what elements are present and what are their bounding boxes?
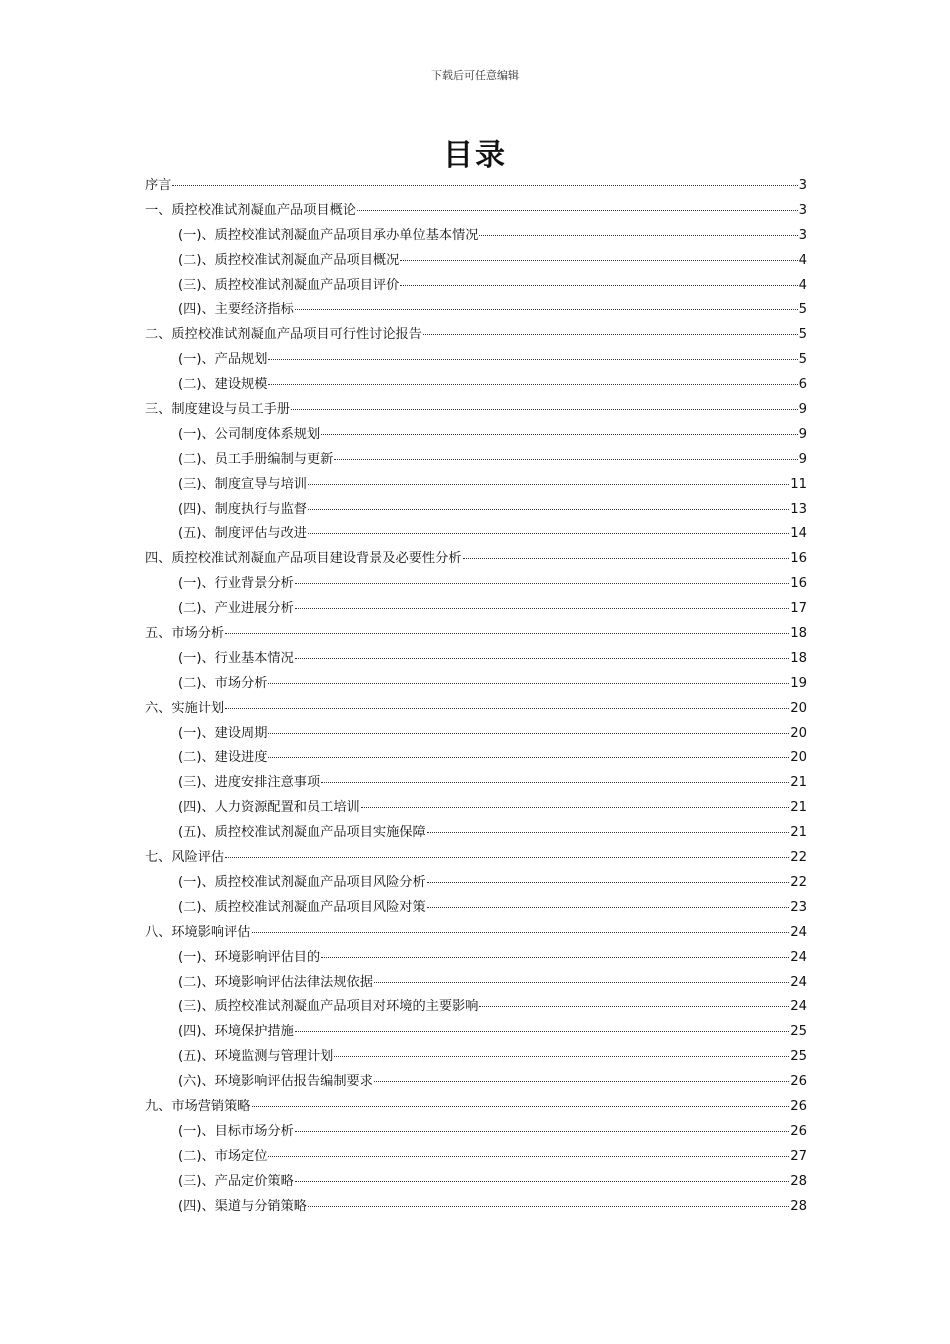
toc-entry-label: (三)、质控校准试剂凝血产品项目对环境的主要影响 — [178, 999, 479, 1015]
toc-entry[interactable] — [145, 522, 807, 547]
toc-entry-label: (二)、质控校准试剂凝血产品项目风险对策 — [178, 899, 426, 915]
toc-entry-page-number: 23 — [790, 899, 807, 915]
toc-entry[interactable] — [145, 1170, 807, 1195]
toc-entry-page-number: 24 — [790, 974, 807, 990]
toc-entry[interactable] — [145, 1020, 807, 1045]
toc-entry-page-number: 22 — [790, 874, 807, 890]
toc-entry-label: (一)、质控校准试剂凝血产品项目承办单位基本情况 — [178, 227, 479, 243]
dot-leader — [268, 756, 789, 758]
table-of-contents — [145, 174, 807, 1219]
toc-entry[interactable] — [145, 473, 807, 498]
toc-entry-page-number: 25 — [790, 1049, 807, 1065]
dot-leader — [308, 1205, 789, 1207]
toc-entry[interactable] — [145, 896, 807, 921]
toc-entry[interactable] — [145, 298, 807, 323]
toc-entry-label: (二)、员工手册编制与更新 — [178, 451, 334, 467]
toc-entry-page-number: 28 — [790, 1198, 807, 1214]
toc-entry[interactable] — [145, 622, 807, 647]
toc-entry-page-number: 25 — [790, 1024, 807, 1040]
toc-entry-label: (三)、质控校准试剂凝血产品项目评价 — [178, 277, 400, 293]
dot-leader — [295, 607, 789, 609]
dot-leader — [268, 732, 789, 734]
dot-leader — [172, 184, 797, 186]
toc-entry[interactable] — [145, 373, 807, 398]
dot-leader — [423, 333, 798, 335]
dot-leader — [321, 956, 789, 958]
toc-entry-label: (五)、质控校准试剂凝血产品项目实施保障 — [178, 825, 426, 841]
toc-entry-page-number: 13 — [790, 501, 807, 517]
toc-entry-label: 七、风险评估 — [145, 850, 225, 866]
dot-leader — [463, 557, 790, 559]
toc-entry[interactable] — [145, 821, 807, 846]
toc-entry-page-number: 16 — [790, 551, 807, 567]
toc-entry[interactable] — [145, 1145, 807, 1170]
toc-entry-page-number: 21 — [790, 775, 807, 791]
toc-entry-page-number: 11 — [790, 476, 807, 492]
dot-leader — [291, 408, 798, 410]
toc-entry-label: 九、市场营销策略 — [145, 1098, 251, 1114]
toc-entry-page-number: 5 — [798, 327, 807, 343]
dot-leader — [308, 532, 789, 534]
toc-entry-label: (二)、环境影响评估法律法规依据 — [178, 974, 373, 990]
dot-leader — [374, 1080, 789, 1082]
toc-title: 目录 — [443, 138, 507, 173]
toc-entry-label: (四)、制度执行与监督 — [178, 501, 307, 517]
dot-leader — [295, 582, 789, 584]
toc-entry[interactable] — [145, 199, 807, 224]
toc-entry[interactable] — [145, 249, 807, 274]
toc-entry-label: (三)、制度宣导与培训 — [178, 476, 307, 492]
toc-entry-label: (四)、环境保护措施 — [178, 1024, 294, 1040]
toc-entry-label: (一)、目标市场分析 — [178, 1123, 294, 1139]
dot-leader — [268, 1155, 789, 1157]
toc-entry-page-number: 24 — [790, 999, 807, 1015]
dot-leader — [268, 682, 789, 684]
toc-entry-page-number: 17 — [790, 601, 807, 617]
dot-leader — [321, 781, 789, 783]
toc-entry-page-number: 18 — [790, 650, 807, 666]
toc-entry[interactable] — [145, 647, 807, 672]
toc-entry[interactable] — [145, 846, 807, 871]
dot-leader — [225, 856, 789, 858]
dot-leader — [268, 358, 797, 360]
toc-entry[interactable] — [145, 921, 807, 946]
toc-entry-page-number: 22 — [790, 850, 807, 866]
toc-entry-label: 一、质控校准试剂凝血产品项目概论 — [145, 202, 356, 218]
dot-leader — [427, 881, 790, 883]
dot-leader — [295, 308, 798, 310]
toc-entry-page-number: 28 — [790, 1173, 807, 1189]
dot-leader — [479, 234, 797, 236]
toc-entry[interactable] — [145, 971, 807, 996]
toc-entry-page-number: 26 — [790, 1098, 807, 1114]
toc-entry-page-number: 4 — [798, 277, 807, 293]
toc-entry-page-number: 3 — [798, 178, 807, 193]
toc-entry-label: (四)、主要经济指标 — [178, 302, 294, 318]
toc-entry[interactable] — [145, 348, 807, 373]
toc-entry-label: 八、环境影响评估 — [145, 924, 251, 940]
toc-entry[interactable] — [145, 274, 807, 299]
toc-entry-page-number: 27 — [790, 1148, 807, 1164]
toc-entry[interactable] — [145, 1070, 807, 1095]
dot-leader — [295, 1030, 789, 1032]
toc-entry-label: (一)、建设周期 — [178, 725, 268, 741]
toc-entry-label: (一)、行业基本情况 — [178, 650, 294, 666]
toc-entry-label: (一)、产品规划 — [178, 352, 268, 368]
dot-leader — [427, 831, 790, 833]
toc-entry-page-number: 9 — [798, 402, 807, 418]
dot-leader — [252, 931, 790, 933]
toc-entry-label: (二)、建设规模 — [178, 377, 268, 393]
toc-entry-page-number: 4 — [798, 252, 807, 268]
toc-entry-label: (二)、质控校准试剂凝血产品项目概况 — [178, 252, 400, 268]
dot-leader — [321, 433, 797, 435]
toc-entry-page-number: 18 — [790, 626, 807, 642]
toc-entry-label: (二)、市场定位 — [178, 1148, 268, 1164]
toc-entry-page-number: 19 — [790, 675, 807, 691]
toc-entry-page-number: 16 — [790, 576, 807, 592]
toc-entry-page-number: 20 — [790, 750, 807, 766]
toc-entry-label: (四)、渠道与分销策略 — [178, 1198, 307, 1214]
toc-entry-page-number: 5 — [798, 352, 807, 368]
toc-entry-label: (三)、进度安排注意事项 — [178, 775, 321, 791]
dot-leader — [374, 981, 789, 983]
toc-entry-label: 三、制度建设与员工手册 — [145, 402, 291, 418]
toc-entry-label: (六)、环境影响评估报告编制要求 — [178, 1074, 373, 1090]
toc-entry-label: 序言 — [145, 178, 172, 193]
dot-leader — [225, 632, 789, 634]
toc-entry-label: (一)、公司制度体系规划 — [178, 426, 321, 442]
toc-entry-label: (一)、质控校准试剂凝血产品项目风险分析 — [178, 874, 426, 890]
toc-entry-label: 四、质控校准试剂凝血产品项目建设背景及必要性分析 — [145, 551, 462, 567]
toc-entry-label: (二)、建设进度 — [178, 750, 268, 766]
toc-entry-label: (一)、环境影响评估目的 — [178, 949, 321, 965]
header-note: 下载后可任意编辑 — [431, 69, 519, 82]
dot-leader — [268, 383, 797, 385]
toc-entry-page-number: 9 — [798, 451, 807, 467]
toc-entry-page-number: 3 — [798, 202, 807, 218]
toc-entry-page-number: 26 — [790, 1074, 807, 1090]
toc-entry-label: (四)、人力资源配置和员工培训 — [178, 800, 360, 816]
dot-leader — [295, 1180, 789, 1182]
dot-leader — [295, 1130, 789, 1132]
toc-entry-page-number: 20 — [790, 700, 807, 716]
toc-entry-page-number: 6 — [798, 377, 807, 393]
toc-entry[interactable] — [145, 498, 807, 523]
toc-entry[interactable] — [145, 697, 807, 722]
toc-entry-label: 二、质控校准试剂凝血产品项目可行性讨论报告 — [145, 327, 422, 343]
toc-entry-page-number: 21 — [790, 800, 807, 816]
toc-entry[interactable] — [145, 746, 807, 771]
toc-entry[interactable] — [145, 672, 807, 697]
dot-leader — [225, 707, 789, 709]
toc-entry-label: (三)、产品定价策略 — [178, 1173, 294, 1189]
toc-entry[interactable] — [145, 1095, 807, 1120]
toc-entry[interactable] — [145, 597, 807, 622]
toc-entry[interactable] — [145, 224, 807, 249]
dot-leader — [308, 508, 789, 510]
dot-leader — [334, 1055, 789, 1057]
toc-entry-page-number: 5 — [798, 302, 807, 318]
toc-entry[interactable] — [145, 995, 807, 1020]
toc-entry[interactable] — [145, 323, 807, 348]
dot-leader — [308, 483, 789, 485]
toc-entry-page-number: 20 — [790, 725, 807, 741]
dot-leader — [361, 806, 789, 808]
toc-entry-page-number: 14 — [790, 526, 807, 542]
toc-entry[interactable] — [145, 1195, 807, 1220]
toc-entry-page-number: 9 — [798, 426, 807, 442]
toc-entry-label: 五、市场分析 — [145, 626, 225, 642]
dot-leader — [334, 458, 797, 460]
dot-leader — [357, 209, 798, 211]
toc-entry[interactable] — [145, 572, 807, 597]
toc-entry-label: (二)、市场分析 — [178, 675, 268, 691]
toc-entry-label: (五)、环境监测与管理计划 — [178, 1049, 334, 1065]
dot-leader — [400, 284, 797, 286]
toc-entry-page-number: 26 — [790, 1123, 807, 1139]
dot-leader — [427, 906, 790, 908]
toc-entry[interactable] — [145, 722, 807, 747]
toc-entry[interactable] — [145, 398, 807, 423]
toc-entry[interactable] — [145, 796, 807, 821]
toc-entry[interactable] — [145, 871, 807, 896]
dot-leader — [252, 1105, 790, 1107]
toc-entry[interactable] — [145, 1120, 807, 1145]
toc-entry-label: (五)、制度评估与改进 — [178, 526, 307, 542]
toc-entry-label: 六、实施计划 — [145, 700, 225, 716]
toc-entry-page-number: 3 — [798, 227, 807, 243]
toc-entry[interactable] — [145, 946, 807, 971]
dot-leader — [400, 259, 797, 261]
toc-entry[interactable] — [145, 174, 807, 199]
toc-entry[interactable] — [145, 771, 807, 796]
toc-entry[interactable] — [145, 547, 807, 572]
toc-entry[interactable] — [145, 448, 807, 473]
toc-entry[interactable] — [145, 1045, 807, 1070]
toc-entry-page-number: 24 — [790, 949, 807, 965]
toc-entry[interactable] — [145, 423, 807, 448]
dot-leader — [295, 657, 789, 659]
toc-entry-page-number: 21 — [790, 825, 807, 841]
toc-entry-page-number: 24 — [790, 924, 807, 940]
toc-entry-label: (一)、行业背景分析 — [178, 576, 294, 592]
toc-entry-label: (二)、产业进展分析 — [178, 601, 294, 617]
dot-leader — [479, 1005, 789, 1007]
